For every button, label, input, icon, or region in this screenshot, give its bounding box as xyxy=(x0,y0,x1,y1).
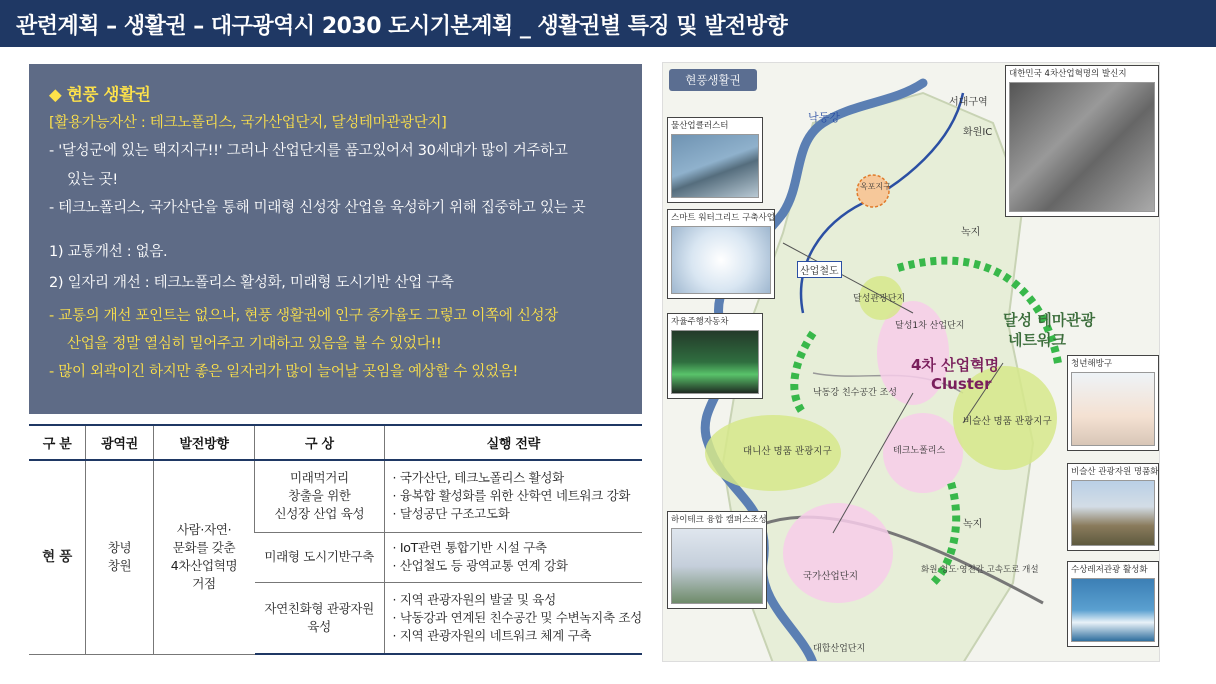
header-region: 광역권 xyxy=(86,425,154,460)
inset-hightech-campus xyxy=(667,511,767,609)
info-panel xyxy=(29,64,642,414)
label-nakdong-water: 낙동강 친수공간 조성 xyxy=(813,388,897,398)
inset-caption: 대한민국 4차산업혁명의 발신지 xyxy=(1009,69,1127,79)
panel-bullet-1a: - '달성군에 있는 택지지구!!' 그러나 산업단지를 품고있어서 30세대가 많이 거주하고 xyxy=(49,143,568,159)
cell-strategy xyxy=(384,532,642,582)
label-cluster-1: 4차 산업혁명 xyxy=(911,356,1000,374)
label-dalseong-tour: 달성관광단지 xyxy=(853,294,906,304)
cell-concept xyxy=(255,582,384,654)
photo-placeholder xyxy=(671,528,763,604)
strategy-item: · 지역 관광자원의 발굴 및 육성 xyxy=(392,591,556,607)
concept-line: 미래형 도시기반구축 xyxy=(264,549,374,564)
label-national-industrial: 국가산업단지 xyxy=(803,571,859,582)
inset-youth-zone xyxy=(1067,355,1159,451)
concept-line: 육성 xyxy=(307,618,331,634)
cell-concept xyxy=(255,460,384,532)
inset-caption: 스마트 워터그리드 구축사업 xyxy=(671,213,775,223)
concept-line: 자연친화형 관광자원 xyxy=(264,600,374,616)
panel-item-2: 2) 일자리 개선 : 테크노폴리스 활성화, 미래형 도시기반 산업 구축 xyxy=(49,275,454,291)
label-daepo: 대합산업단지 xyxy=(813,644,866,654)
panel-bullet-2: - 테크노폴리스, 국가산단을 통해 미래형 신성장 산업을 육성하기 위해 집중하고 있는 곳 xyxy=(49,200,586,216)
district-map xyxy=(662,62,1160,662)
inset-bisulsan-view xyxy=(1067,463,1159,551)
photo-placeholder xyxy=(671,134,759,198)
inset-autonomous-car xyxy=(667,313,763,399)
strategy-item: · 지역 관광자원의 네트워크 체계 구축 xyxy=(392,627,592,643)
label-dalseong-1: 달성1차 산업단지 xyxy=(895,321,965,331)
panel-note-1a: - 교통의 개선 포인트는 없으나, 현풍 생활권에 인구 증가율도 그렇고 이쪽에 신성장 xyxy=(49,308,558,324)
header-concept: 구 상 xyxy=(255,425,384,460)
strategy-item: · 융복합 활성화를 위한 산학연 네트워크 강화 xyxy=(392,488,631,504)
photo-placeholder xyxy=(1009,82,1155,212)
concept-line: 창출을 위한 xyxy=(288,488,351,504)
title-bar xyxy=(0,0,1216,47)
label-nakdong: 낙동강 xyxy=(808,111,840,124)
strategy-item: · 국가산단, 테크노폴리스 활성화 xyxy=(392,470,564,486)
region-line: 창원 xyxy=(107,558,132,574)
strategy-item: · 낙동강과 연계된 친수공간 및 수변녹지축 조성 xyxy=(392,609,642,625)
label-west-daegu: 서대구역 xyxy=(949,97,988,108)
concept-line: 미래먹거리 xyxy=(289,470,349,486)
cell-strategy xyxy=(384,460,642,532)
label-daenisan: 대니산 명품 관광지구 xyxy=(743,446,832,457)
inset-water-cluster xyxy=(667,117,763,203)
map-tag: 현풍생활권 xyxy=(669,69,757,91)
inset-caption: 자율주행자동차 xyxy=(671,317,729,327)
panel-bullet-1b: 있는 곳! xyxy=(67,172,118,188)
strategy-item: · 산업철도 등 광역교통 연계 강화 xyxy=(392,558,568,573)
direction-line: 문화를 갖춘 xyxy=(172,540,236,556)
label-highway: 화원·청도·영천간 고속도로 개설 xyxy=(921,565,1039,575)
page-title: 관련계획 – 생활권 – 대구광역시 2030 도시기본계획 _ 생활권별 특징 및 발전방향 xyxy=(16,14,788,39)
table-header-row xyxy=(29,425,642,460)
photo-placeholder xyxy=(1071,372,1155,446)
inset-caption: 물산업클러스터 xyxy=(671,121,729,131)
label-theme-tour-1: 달성 테마관광 xyxy=(1003,311,1096,329)
photo-placeholder xyxy=(671,226,771,294)
label-technopolis: 테크노폴리스 xyxy=(893,446,946,456)
panel-item-1: 1) 교통개선 : 없음. xyxy=(49,244,168,260)
label-hwawon: 화원IC xyxy=(963,127,993,138)
direction-line: 사람·자연· xyxy=(176,522,232,538)
national-industrial-zone xyxy=(783,503,893,603)
strategy-item: · 달성공단 구조고도화 xyxy=(392,506,510,522)
inset-4th-industry xyxy=(1005,65,1159,217)
label-nokji-north: 녹지 xyxy=(961,227,981,238)
panel-assets: [활용가능자산 : 테크노폴리스, 국가산업단지, 달성테마관광단지] xyxy=(49,115,447,131)
label-okpo: 옥포지구 xyxy=(860,182,891,191)
direction-line: 거점 xyxy=(192,576,216,592)
label-nokji-south: 녹지 xyxy=(963,519,983,530)
inset-caption: 비슬산 관광자원 명품화 xyxy=(1071,467,1159,477)
panel-note-1b: 산업을 정말 열심히 밀어주고 기대하고 있음을 볼 수 있었다!! xyxy=(67,336,442,352)
cell-division: 현 풍 xyxy=(29,460,86,654)
header-direction: 발전방향 xyxy=(153,425,254,460)
photo-placeholder xyxy=(1071,578,1155,642)
label-cluster-2: Cluster xyxy=(931,375,992,393)
strategy-item: · IoT관련 통합기반 시설 구축 xyxy=(392,540,547,555)
strategy-table xyxy=(29,424,642,655)
cell-concept xyxy=(255,532,384,582)
photo-placeholder xyxy=(1071,480,1155,546)
cell-strategy xyxy=(384,582,642,654)
inset-caption: 청년해방구 xyxy=(1071,359,1113,369)
panel-note-2: - 많이 외곽이긴 하지만 좋은 일자리가 많이 늘어날 곳임을 예상할 수 있었음! xyxy=(49,364,519,380)
concept-line: 신성장 산업 육성 xyxy=(274,506,365,522)
cell-region xyxy=(86,460,154,654)
label-theme-tour-2: 네트워크 xyxy=(1008,331,1066,349)
inset-caption: 하이테크 융합 캠퍼스조성 xyxy=(671,515,767,525)
inset-caption: 수상레저관광 활성화 xyxy=(1071,565,1148,575)
cell-direction xyxy=(153,460,254,654)
direction-line: 4차산업혁명 xyxy=(170,558,238,574)
header-division: 구 분 xyxy=(29,425,86,460)
label-sanup-railway: 산업철도 xyxy=(797,261,842,278)
region-line: 창녕 xyxy=(107,540,132,556)
panel-heading: ◆ 현풍 생활권 xyxy=(49,85,151,104)
header-strategy: 실행 전략 xyxy=(384,425,642,460)
inset-water-leisure xyxy=(1067,561,1159,647)
photo-placeholder xyxy=(671,330,759,394)
inset-smart-grid xyxy=(667,209,775,299)
label-bisulsan: 비슬산 명품 관광지구 xyxy=(963,416,1052,427)
table-row xyxy=(29,460,642,532)
